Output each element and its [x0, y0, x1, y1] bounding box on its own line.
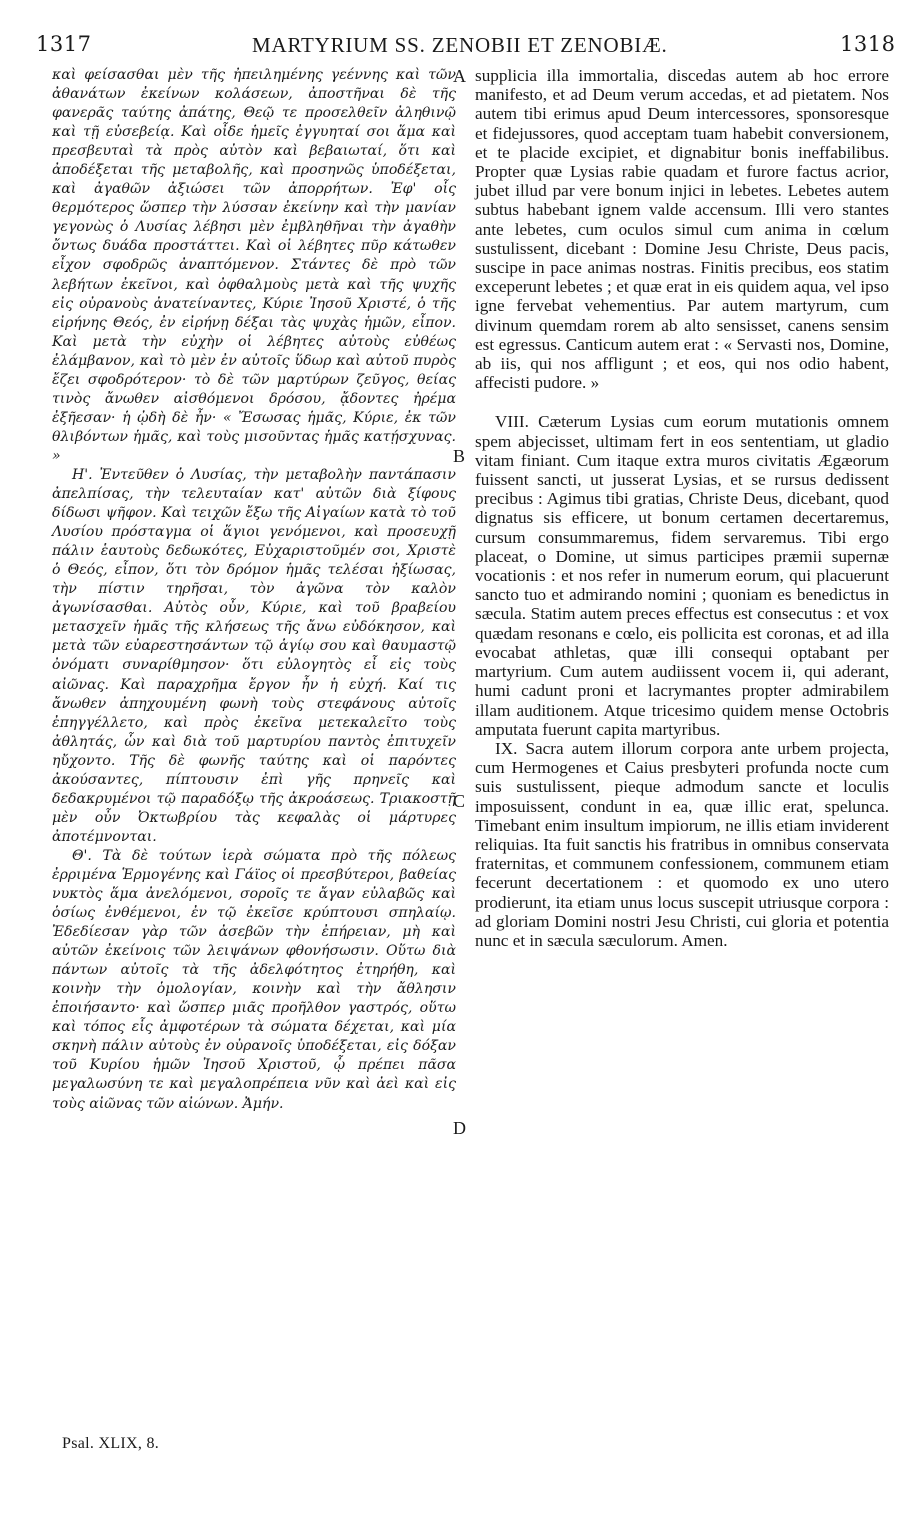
running-header	[0, 32, 924, 60]
latin-paragraph-1: supplicia illa immortalia, discedas autem ab hoc errore manifesto, et ad Deum verum accedas, et ad pietatem. Nos autem tibi erimus apud Deum intercessores, sponsoresque et fidejussores, quod acceptam tuam habebit conversionem, et te placide excipiet, et dignabitur bonis ineffabilibus. Propter quæ Lysias rabie quadam et furore factus acrior, jubet illud par vere bonum injici in lebetes. Lebetes autem subtus habebant ignem valde accensum. Illi vero stantes ante lebetes, cum oculos simul cum anima in cœlum sustulissent, dicebant : Domine Jesu Christe, Deus pacis, suscipe in pace animas nostras. Finitis precibus, eos statim exceperunt lebetes ; et quæ erat in eis quidem aqua, vel ipso igne fervebat vehementius. Par autem martyrum, cum divinum quemdam rorem ab alto sensisset, canens sensim est egressus. Canticum autem erat : « Servasti nos, Domine, ab iis, qui nos affligunt ; et eos, qui nos odio habent, affecisti pudore. »	[475, 66, 889, 393]
greek-paragraph-2: Η'. Ἐντεῦθεν ὁ Λυσίας, τὴν μεταβολὴν παντάπασιν ἀπελπίσας, τὴν τελευταίαν κατ' αὐτῶν διὰ ξίφους δίδωσι ψῆφον. Καὶ τειχῶν ἔξω τῆς Αἰγαίων κατὰ τὸ τοῦ Λυσίου πρόσταγμα οἱ ἅγιοι γενόμενοι, καὶ προσευχῇ πάλιν ἑαυτοὺς δεδωκότες, Εὐχαριστοῦμέν σοι, Χριστὲ ὁ Θεός, εἶπον, ὅτι τὸν δρόμον ἡμᾶς τελέσαι ἠξίωσας, τὴν πίστιν τηρῆσαι, τὸν ἀγῶνα τὸν καλὸν ἀγωνίσασθαι. Αὐτὸς οὖν, Κύριε, καὶ τοῦ βραβείου μετασχεῖν ἡμᾶς τῆς κλήσεως τῆς ἄνω εὐδόκησον, καὶ μετὰ τῶν εὐαρεστησάντων τῷ ἁγίῳ σου καὶ θαυμαστῷ ὀνόματι συναρίθμησον· ὅτι εὐλογητὸς εἶ εἰς τοὺς αἰῶνας. Καὶ παραχρῆμα ἔργον ἦν ἡ εὐχή. Καί τις ἄνωθεν ἀπηχουμένη φωνὴ τοὺς στεφάνους αὐτοῖς ἐπηγγέλλετο, καὶ πρὸς ἐκεῖνα μετεκαλεῖτο τοὺς ἀθλητάς, ὧν καὶ διὰ τοῦ μαρτυρίου παντὸς ἐπιτυχεῖν ηὔχοντο. Τῆς δὲ φωνῆς ταύτης καὶ οἱ παρόντες ἀκούσαντες, πίπτουσιν ἐπὶ γῆς πρηνεῖς καὶ δεδακρυμένοι τῷ παραδόξῳ τῆς ἀκροάσεως. Τριακοστῇ μὲν οὖν Ὀκτωβρίου τὰς κεφαλὰς οἱ μάρτυρες ἀποτέμνονται.	[52, 466, 456, 845]
margin-marker-c: C	[453, 791, 466, 811]
greek-paragraph-1: καὶ φείσασθαι μὲν τῆς ἠπειλημένης γεέννης καὶ τῶν ἀθανάτων ἐκείνων κολάσεων, ἀποστῆναι δὲ τῆς φανερᾶς ταύτης ἀπάτης, Θεῷ τε προσελθεῖν ἀληθινῷ καὶ τῇ εὐσεβείᾳ. Καὶ οἶδε ἡμεῖς ἐγγυηταί σοι ἅμα καὶ πρεσβευταὶ τὰ πρὸς αὐτὸν καὶ βεβαιωταί, ὅτι καὶ ἀποδέξεται τῆς μεταβολῆς, καὶ προσηνῶς ὑποδέξεται, καὶ ἀγαθῶν ἀξιώσει τῶν ἀπορρήτων. Ἐφ' οἷς θερμότερος ὥσπερ τὴν λύσσαν ἐκείνην καὶ τὴν μανίαν γεγονὼς ὁ Λυσίας λέβησι μὲν ἐμβληθῆναι τὴν ἀγαθὴν ὄντως δυάδα προστάττει. Καὶ οἱ λέβητες πῦρ κάτωθεν εἶχον σφοδρῶς ἀναπτόμενον. Στάντες δὲ πρὸ τῶν λεβήτων ἐκεῖνοι, καὶ ὀφθαλμοὺς μετὰ καὶ τῆς ψυχῆς εἰς οὐρανοὺς ἀνατείναντες, Κύριε Ἰησοῦ Χριστέ, ὁ τῆς εἰρήνης Θεός, ἐν εἰρήνῃ δέξαι τὰς ψυχὰς ἡμῶν, εἶπον. Καὶ μετὰ τὴν εὐχὴν οἱ λέβητες αὐτοὺς εὐθέως ἐλάμβανον, καὶ τὸ μὲν ἐν αὐτοῖς ὕδωρ καὶ αὐτοῦ πυρὸς ἔζει σφοδρότερον· τὸ δὲ τῶν μαρτύρων ζεῦγος, θείας τινὸς ἄνωθεν αἰσθόμενοι δρόσου, ᾄδοντες ἠρέμα ἐξῆεσαν· ἡ ᾠδὴ δὲ ἦν· « Ἔσωσας ἡμᾶς, Κύριε, ἐκ τῶν θλιβόντων ἡμᾶς, καὶ τοὺς μισοῦντας ἡμᾶς κατῄσχυνας. »	[52, 67, 456, 464]
margin-marker-a: A	[453, 66, 466, 86]
latin-paragraph-2: VIII. Cæterum Lysias cum eorum mutationis omnem spem abjecisset, ultimam fert in eos sententiam, ut gladio vitam finiant. Cum itaque extra muros civitatis Ægæorum fuissent sancti, ut jusserat Lysias, et se rursus dedissent precibus : Agimus tibi gratias, Christe Deus, dicebant, quod dignatus sis efficere, ut bonum certamen decertaremus, cursum consummaremus, fidem servaremus. Tibi ergo placeat, o Domine, ut simus participes præmii supernæ vocationis : et nos refer in numerum eorum, qui placuerunt sancto tuo et admirando nomini ; quoniam es benedictus in sæcula. Statim autem preces effectus est consecutus : et vox quædam resonans e cœlo, eis pollicita est coronas, et ad illa evocabat athletas, quæ illi consequi optabant per martyrium. Cum autem audiissent vocem ii, qui aderant, humi cadunt proni et lacrymantes propter admirabilem illam auditionem. Atque tricesimo quidem mense Octobris amputata fuerunt capita martyribus.	[475, 412, 889, 739]
latin-paragraph-3: IX. Sacra autem illorum corpora ante urbem projecta, cum Hermogenes et Caius presbyteri profunda nocte cum suis sustulissent, pieque admodum sancte et loculis imposuissent, condunt in ea, quæ illic erat, spelunca. Timebant enim insultum impiorum, ne illis etiam inviderent reliquias. Ita fuit sanctis his fratribus in omnibus conservata fraternitas, et communem confessionem, communem etiam fecerunt decertationem : et quomodo ex uno utero prodierunt, ita etiam unus locus suscepit utriusque corpora : ad gloriam Domini nostri Jesu Christi, cui gloria et potentia nunc et in sæcula sæculorum. Amen.	[475, 738, 889, 950]
greek-paragraph-3: Θ'. Τὰ δὲ τούτων ἱερὰ σώματα πρὸ τῆς πόλεως ἐρριμένα Ἑρμογένης καὶ Γάϊος οἱ πρεσβύτεροι, βαθείας νυκτὸς ἅμα ἀνελόμενοι, σοροῖς τε ἄγαν εὐλαβῶς καὶ ὁσίως ἐνθέμενοι, ἐν τῷ ἐκεῖσε κρύπτουσι σπηλαίῳ. Ἐδεδίεσαν γὰρ τῶν ἀσεβῶν τὴν ἐπήρειαν, μὴ καὶ αὐτῶν ἐκείνοις τῶν λειψάνων φθονήσωσιν. Οὕτω διὰ πάντων αὐτοῖς τὰ τῆς ἀδελφότητος ἐτηρήθη, καὶ κοινὴν τὴν ὁμολογίαν, κοινὴν καὶ τὴν ἄθλησιν ἐποιήσαντο· καὶ ὥσπερ μιᾶς προῆλθον γαστρός, οὕτω καὶ τόπος εἷς ἀμφοτέρων τὰ σώματα δέχεται, καὶ μία σκηνὴ πάλιν αὐτοὺς ἐν οὐρανοῖς ὑποδέξεται, εἰς δόξαν τοῦ Κυρίου ἡμῶν Ἰησοῦ Χριστοῦ, ᾧ πρέπει πᾶσα μεγαλωσύνη τε καὶ μεγαλοπρέπεια νῦν καὶ ἀεὶ καὶ εἰς τοὺς αἰῶνας τῶν αἰώνων. Ἀμήν.	[52, 847, 456, 1112]
latin-column	[475, 66, 889, 950]
page-number-left: 1317	[36, 32, 92, 56]
section-gap	[475, 392, 889, 412]
margin-marker-d: D	[453, 1118, 466, 1138]
footnote: Psal. XLIX, 8.	[62, 1435, 160, 1452]
greek-column	[52, 66, 456, 1114]
page-number-right: 1318	[840, 32, 896, 56]
margin-marker-b: B	[453, 446, 466, 466]
page-title: MARTYRIUM SS. ZENOBII ET ZENOBIÆ.	[252, 33, 668, 57]
